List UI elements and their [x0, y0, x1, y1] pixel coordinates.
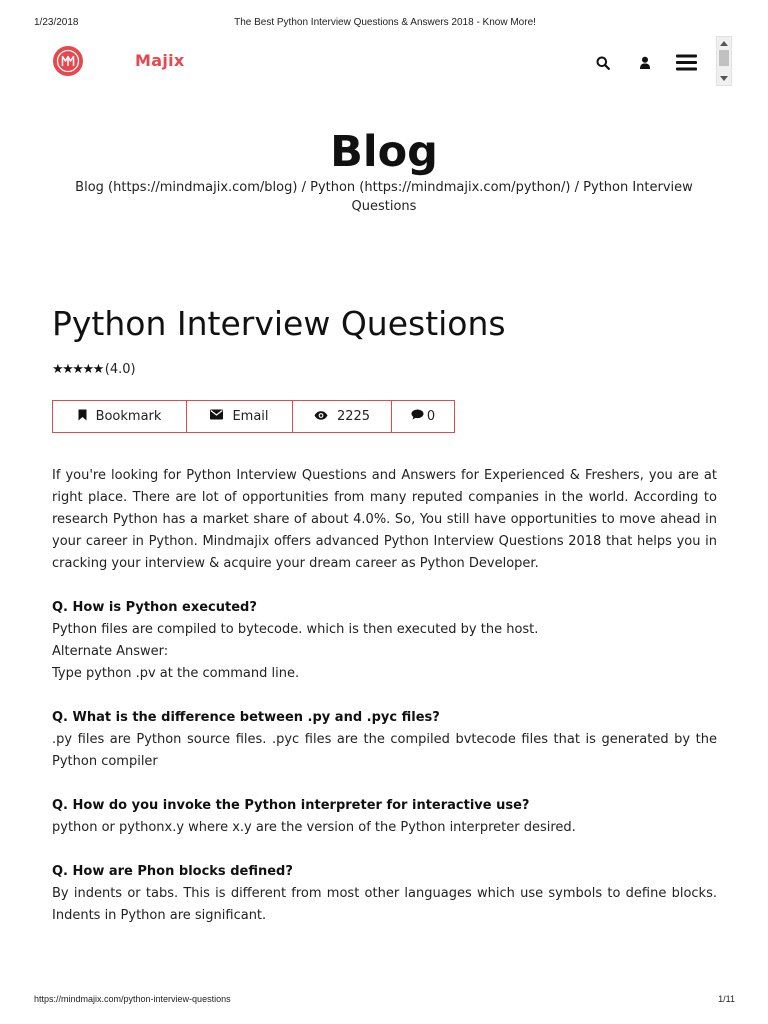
answer: Type python .pv at the command line.	[52, 666, 300, 681]
qa-item	[52, 707, 717, 773]
print-footer	[34, 994, 735, 1008]
rating-value: (4.0)	[104, 362, 136, 377]
hero-title: Blog	[330, 127, 438, 177]
breadcrumb-current: Python Interview Questions	[351, 180, 693, 214]
eye-icon	[314, 409, 328, 424]
brand-name[interactable]: Majix	[135, 51, 185, 70]
intro-paragraph: If you're looking for Python Interview Questions and Answers for Experienced & Freshers, you are at right place. There are lot of opportunities from many reputed companies in the world. According to research Python has a market share of about 4.0%. So, You still have opportunities to move ahead in your career in Python. Mindmajix offers advanced Python Interview Questions 2018 that helps you in cracking your interview & acquire your dream career as Python Developer.	[52, 468, 717, 571]
scrollbar-thumb[interactable]	[719, 50, 729, 66]
navbar	[0, 40, 768, 86]
email-button[interactable]	[186, 401, 292, 432]
search-icon[interactable]	[596, 55, 610, 69]
answer: .py files are Python source files. .pyc files are the compiled bvtecode files that is generated by the Python compiler	[52, 732, 717, 769]
question: Q. How is Python executed?	[52, 600, 257, 615]
answer: Python files are compiled to bytecode. which is then executed by the host.	[52, 622, 539, 637]
bookmark-button[interactable]	[53, 401, 186, 432]
bookmark-icon	[78, 409, 87, 425]
print-url: https://mindmajix.com/python-interview-questions	[34, 994, 231, 1004]
qa-item	[52, 861, 717, 927]
views-counter	[292, 401, 391, 432]
question: Q. How are Phon blocks defined?	[52, 864, 293, 879]
comment-icon	[411, 409, 424, 424]
scroll-up-icon[interactable]	[720, 41, 728, 46]
print-date: 1/23/2018	[34, 17, 79, 28]
bookmark-label: Bookmark	[95, 409, 162, 424]
action-bar	[52, 400, 455, 433]
scroll-down-icon[interactable]	[720, 76, 728, 81]
comments-button[interactable]	[391, 401, 454, 432]
scrollbar[interactable]	[716, 36, 732, 86]
breadcrumb	[52, 178, 716, 216]
menu-icon[interactable]	[676, 54, 697, 71]
page-title: Python Interview Questions	[52, 304, 506, 343]
breadcrumb-separator: /	[570, 180, 584, 195]
email-label: Email	[232, 409, 269, 424]
logo-icon[interactable]	[53, 46, 83, 76]
qa-item	[52, 795, 717, 839]
question: Q. What is the difference between .py and .pyc files?	[52, 710, 440, 725]
answer: By indents or tabs. This is different from most other languages which use symbols to define blocks. Indents in Python are significant.	[52, 886, 717, 923]
answer: python or pythonx.y where x.y are the version of the Python interpreter desired.	[52, 820, 576, 835]
rating-stars-icon[interactable]: ★★★★★	[52, 362, 103, 377]
print-page-number: 1/11	[718, 994, 735, 1004]
user-icon[interactable]	[639, 55, 651, 69]
breadcrumb-blog-link[interactable]: Blog (https://mindmajix.com/blog)	[75, 180, 298, 195]
question: Q. How do you invoke the Python interpreter for interactive use?	[52, 798, 530, 813]
print-page-title: The Best Python Interview Questions & Answers 2018 - Know More!	[234, 17, 536, 28]
article-content	[52, 465, 717, 949]
qa-item	[52, 597, 717, 685]
comments-count: 0	[426, 409, 436, 424]
envelope-icon	[210, 409, 223, 424]
answer: Alternate Answer:	[52, 644, 169, 659]
print-header	[34, 17, 736, 31]
breadcrumb-python-link[interactable]: Python (https://mindmajix.com/python/)	[310, 180, 571, 195]
breadcrumb-separator: /	[297, 180, 311, 195]
rating	[52, 361, 136, 379]
views-count: 2225	[336, 409, 371, 424]
